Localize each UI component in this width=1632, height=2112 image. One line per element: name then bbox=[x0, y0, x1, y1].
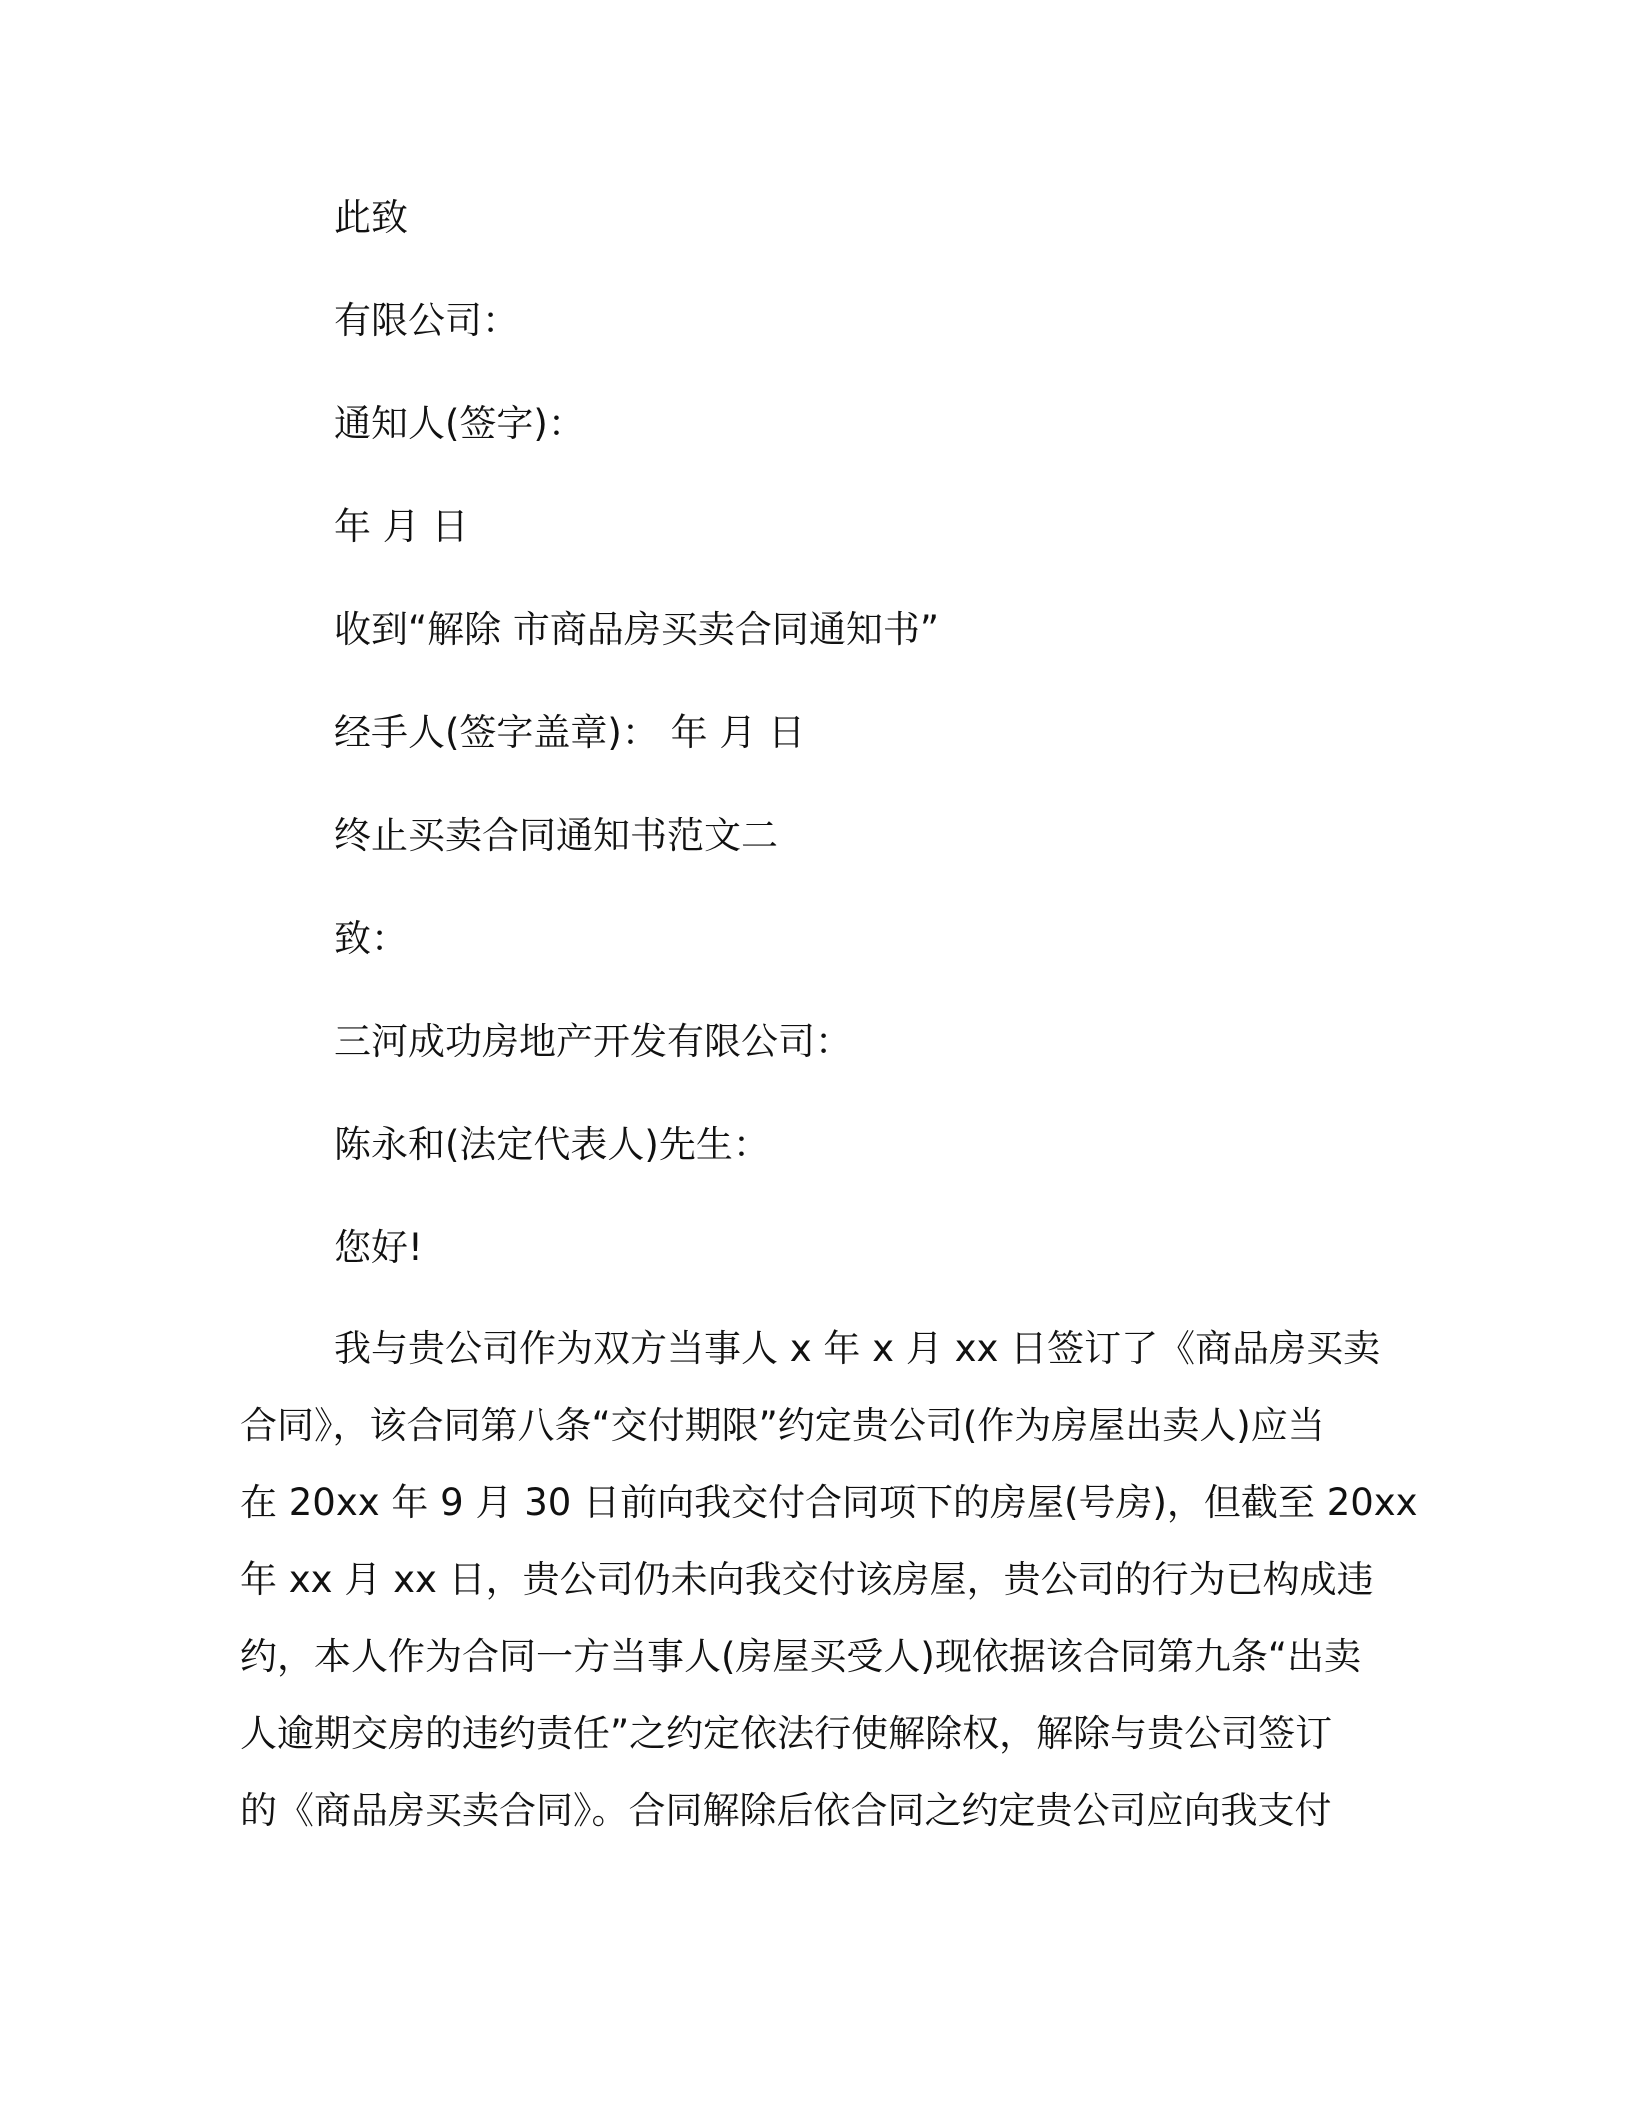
paragraph-line: 人逾期交房的违约责任”之约定依法行使解除权，解除与贵公司签订 bbox=[240, 1712, 1333, 1755]
section-title: 终止买卖合同通知书范文二 bbox=[334, 814, 778, 857]
recipient-company-line: 有限公司： bbox=[334, 299, 519, 342]
paragraph-line: 的《商品房买卖合同》。合同解除后依合同之约定贵公司应向我支付 bbox=[240, 1789, 1332, 1832]
addressee-company: 三河成功房地产开发有限公司： bbox=[334, 1020, 852, 1063]
salutation-to: 致： bbox=[334, 917, 408, 960]
paragraph-line: 合同》，该合同第八条“交付期限”约定贵公司(作为房屋出卖人)应当 bbox=[240, 1404, 1325, 1447]
paragraph-line: 我与贵公司作为双方当事人 x 年 x 月 xx 日签订了《商品房买卖 bbox=[334, 1327, 1381, 1370]
addressee-person: 陈永和(法定代表人)先生： bbox=[334, 1123, 770, 1166]
closing-line: 此致 bbox=[334, 196, 408, 239]
handler-signature-line: 经手人(签字盖章)： 年 月 日 bbox=[334, 711, 806, 754]
paragraph-line: 年 xx 月 xx 日，贵公司仍未向我交付该房屋，贵公司的行为已构成违 bbox=[240, 1558, 1374, 1601]
paragraph-line: 约，本人作为合同一方当事人(房屋买受人)现依据该合同第九条“出卖 bbox=[240, 1635, 1362, 1678]
greeting: 您好! bbox=[334, 1226, 423, 1269]
notifier-signature-line: 通知人(签字)： bbox=[334, 402, 585, 445]
date-line: 年 月 日 bbox=[334, 505, 469, 548]
receipt-line: 收到“解除 市商品房买卖合同通知书” bbox=[334, 608, 940, 651]
body-paragraph bbox=[240, 1325, 1418, 1864]
paragraph-line: 在 20xx 年 9 月 30 日前向我交付合同项下的房屋(号房)，但截至 20xx bbox=[240, 1481, 1418, 1524]
